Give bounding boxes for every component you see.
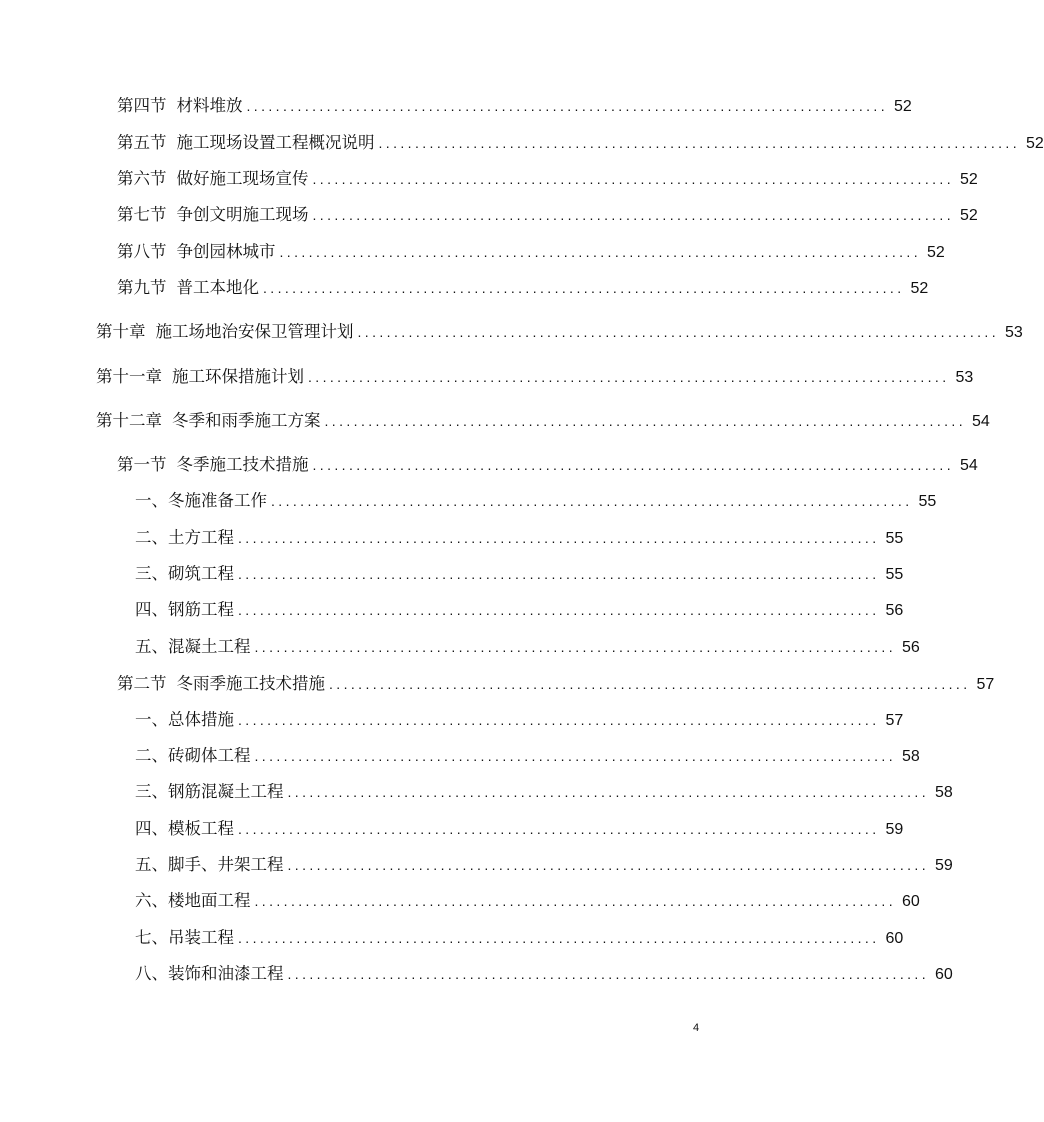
- dot-leader: ........................................................................................: [238, 602, 880, 618]
- toc-entry-title: 普工本地化: [176, 278, 259, 297]
- toc-entry-number: 第二节: [117, 674, 167, 693]
- toc-entry-number: 三、: [135, 564, 168, 583]
- toc-entry-title: 总体措施: [168, 710, 234, 729]
- toc-entry-number: 第十二章: [96, 411, 162, 430]
- toc-entry-title: 做好施工现场宣传: [176, 169, 309, 188]
- toc-entry-title: 楼地面工程: [168, 891, 251, 910]
- toc-entry-number: 六、: [135, 891, 168, 910]
- toc-entry-number: 第一节: [117, 455, 167, 474]
- toc-entry-title: 钢筋混凝土工程: [168, 782, 284, 801]
- toc-entry[interactable]: [135, 890, 920, 913]
- toc-entry[interactable]: [135, 927, 904, 950]
- toc-entry[interactable]: [117, 277, 929, 300]
- toc-entry-page: 52: [894, 98, 912, 115]
- toc-entry-page: 53: [1005, 324, 1023, 341]
- toc-entry-page: 55: [918, 493, 937, 510]
- toc-entry[interactable]: [96, 321, 1023, 344]
- toc-entry-number: 五、: [135, 855, 168, 874]
- toc-entry[interactable]: [117, 454, 978, 477]
- toc-entry-number: 二、: [135, 528, 168, 547]
- toc-entry[interactable]: [135, 490, 937, 513]
- dot-leader: ........................................................................................: [238, 530, 880, 546]
- dot-leader: ........................................................................................: [271, 493, 913, 509]
- toc-entry[interactable]: [135, 854, 953, 877]
- toc-entry-number: 三、: [135, 782, 168, 801]
- toc-entry[interactable]: [96, 410, 990, 433]
- toc-entry[interactable]: [135, 709, 904, 732]
- toc-entry-title: 砌筑工程: [168, 564, 234, 583]
- toc-entry-title: 钢筋工程: [168, 600, 234, 619]
- toc-entry-number: 第十章: [96, 322, 146, 341]
- toc-entry[interactable]: [96, 366, 974, 389]
- toc-entry-page: 55: [885, 566, 904, 583]
- toc-entry[interactable]: [135, 527, 904, 550]
- toc-entry-page: 52: [927, 244, 945, 261]
- dot-leader: ........................................................................................: [287, 784, 929, 800]
- toc-entry-title: 材料堆放: [176, 96, 243, 115]
- toc-entry-number: 五、: [135, 637, 168, 656]
- toc-entry-title: 争创园林城市: [176, 242, 276, 261]
- toc-entry-number: 二、: [135, 746, 168, 765]
- toc-entry-title: 模板工程: [168, 819, 234, 838]
- toc-entry[interactable]: [135, 636, 920, 659]
- toc-entry-number: 第十一章: [96, 367, 162, 386]
- dot-leader: ........................................................................................: [312, 171, 954, 187]
- toc-entry-page: 52: [960, 171, 978, 188]
- toc-entry-title: 装饰和油漆工程: [168, 964, 284, 983]
- toc-entry[interactable]: [117, 95, 912, 118]
- dot-leader: ........................................................................................: [378, 135, 1020, 151]
- toc-entry-number: 第七节: [117, 205, 167, 224]
- toc-entry-number: 第四节: [117, 96, 167, 115]
- toc-entry-title: 吊装工程: [168, 928, 234, 947]
- page-number: 4: [693, 1022, 700, 1034]
- toc-entry[interactable]: [135, 963, 953, 986]
- toc-entry-title: 争创文明施工现场: [176, 205, 309, 224]
- toc-entry[interactable]: [135, 563, 904, 586]
- toc-entry-page: 52: [1026, 135, 1044, 152]
- toc-entry[interactable]: [117, 241, 945, 264]
- toc-entry-page: 57: [885, 712, 904, 729]
- dot-leader: ........................................................................................: [308, 369, 950, 385]
- toc-entry[interactable]: [135, 599, 904, 622]
- toc-entry-number: 第五节: [117, 133, 167, 152]
- toc-entry[interactable]: [117, 673, 995, 696]
- toc-entry-page: 59: [935, 857, 953, 874]
- toc-entry-page: 60: [935, 966, 953, 983]
- dot-leader: ........................................................................................: [287, 966, 929, 982]
- dot-leader: ........................................................................................: [246, 98, 888, 114]
- dot-leader: ........................................................................................: [238, 821, 880, 837]
- toc-entry-number: 四、: [135, 819, 168, 838]
- toc-entry[interactable]: [135, 745, 920, 768]
- dot-leader: ........................................................................................: [312, 207, 954, 223]
- dot-leader: ........................................................................................: [263, 280, 905, 296]
- toc-entry[interactable]: [135, 781, 953, 804]
- toc-entry-title: 混凝土工程: [168, 637, 251, 656]
- dot-leader: ........................................................................................: [254, 639, 896, 655]
- toc-entry-page: 57: [976, 676, 995, 693]
- toc-entry-title: 脚手、井架工程: [168, 855, 284, 874]
- dot-leader: ........................................................................................: [238, 712, 880, 728]
- toc-entry-title: 冬雨季施工技术措施: [176, 674, 325, 693]
- toc-entry-number: 四、: [135, 600, 168, 619]
- toc-entry-page: 52: [910, 280, 929, 297]
- toc-entry-number: 七、: [135, 928, 168, 947]
- toc-entry-title: 冬季施工技术措施: [176, 455, 309, 474]
- toc-entry-title: 冬季和雨季施工方案: [172, 411, 321, 430]
- toc-entry-number: 第九节: [117, 278, 167, 297]
- toc-entry[interactable]: [117, 204, 978, 227]
- toc-entry-title: 施工场地治安保卫管理计划: [155, 322, 354, 341]
- toc-entry-page: 54: [972, 413, 990, 430]
- dot-leader: ........................................................................................: [279, 244, 921, 260]
- toc-entry-number: 第八节: [117, 242, 167, 261]
- toc-entry-page: 53: [955, 369, 974, 386]
- toc-entry-number: 八、: [135, 964, 168, 983]
- toc-entry-number: 一、: [135, 710, 168, 729]
- toc-entry-page: 58: [902, 748, 920, 765]
- toc-entry-page: 52: [960, 207, 978, 224]
- dot-leader: ........................................................................................: [238, 566, 880, 582]
- toc-entry-title: 土方工程: [168, 528, 234, 547]
- toc-entry[interactable]: [135, 818, 904, 841]
- dot-leader: ........................................................................................: [254, 893, 896, 909]
- toc-entry-page: 60: [885, 930, 904, 947]
- toc-entry-title: 砖砌体工程: [168, 746, 251, 765]
- dot-leader: ........................................................................................: [312, 457, 954, 473]
- toc-entry-page: 56: [885, 602, 904, 619]
- toc-entry-title: 施工环保措施计划: [172, 367, 304, 386]
- toc-entry-page: 55: [885, 530, 904, 547]
- toc-entry-number: 第六节: [117, 169, 167, 188]
- dot-leader: ........................................................................................: [329, 676, 971, 692]
- dot-leader: ........................................................................................: [357, 324, 999, 340]
- dot-leader: ........................................................................................: [238, 930, 880, 946]
- dot-leader: ........................................................................................: [324, 413, 966, 429]
- toc-entry-title: 施工现场设置工程概况说明: [176, 133, 375, 152]
- toc-entry-page: 60: [902, 893, 920, 910]
- toc-entry[interactable]: [117, 168, 978, 191]
- toc-entry-page: 54: [960, 457, 978, 474]
- dot-leader: ........................................................................................: [287, 857, 929, 873]
- toc-entry-number: 一、: [135, 491, 168, 510]
- toc-entry-page: 58: [935, 784, 953, 801]
- toc-entry[interactable]: [117, 132, 1044, 155]
- toc-entry-page: 59: [885, 821, 904, 838]
- toc-entry-page: 56: [902, 639, 920, 656]
- toc-entry-title: 冬施准备工作: [168, 491, 267, 510]
- dot-leader: ........................................................................................: [254, 748, 896, 764]
